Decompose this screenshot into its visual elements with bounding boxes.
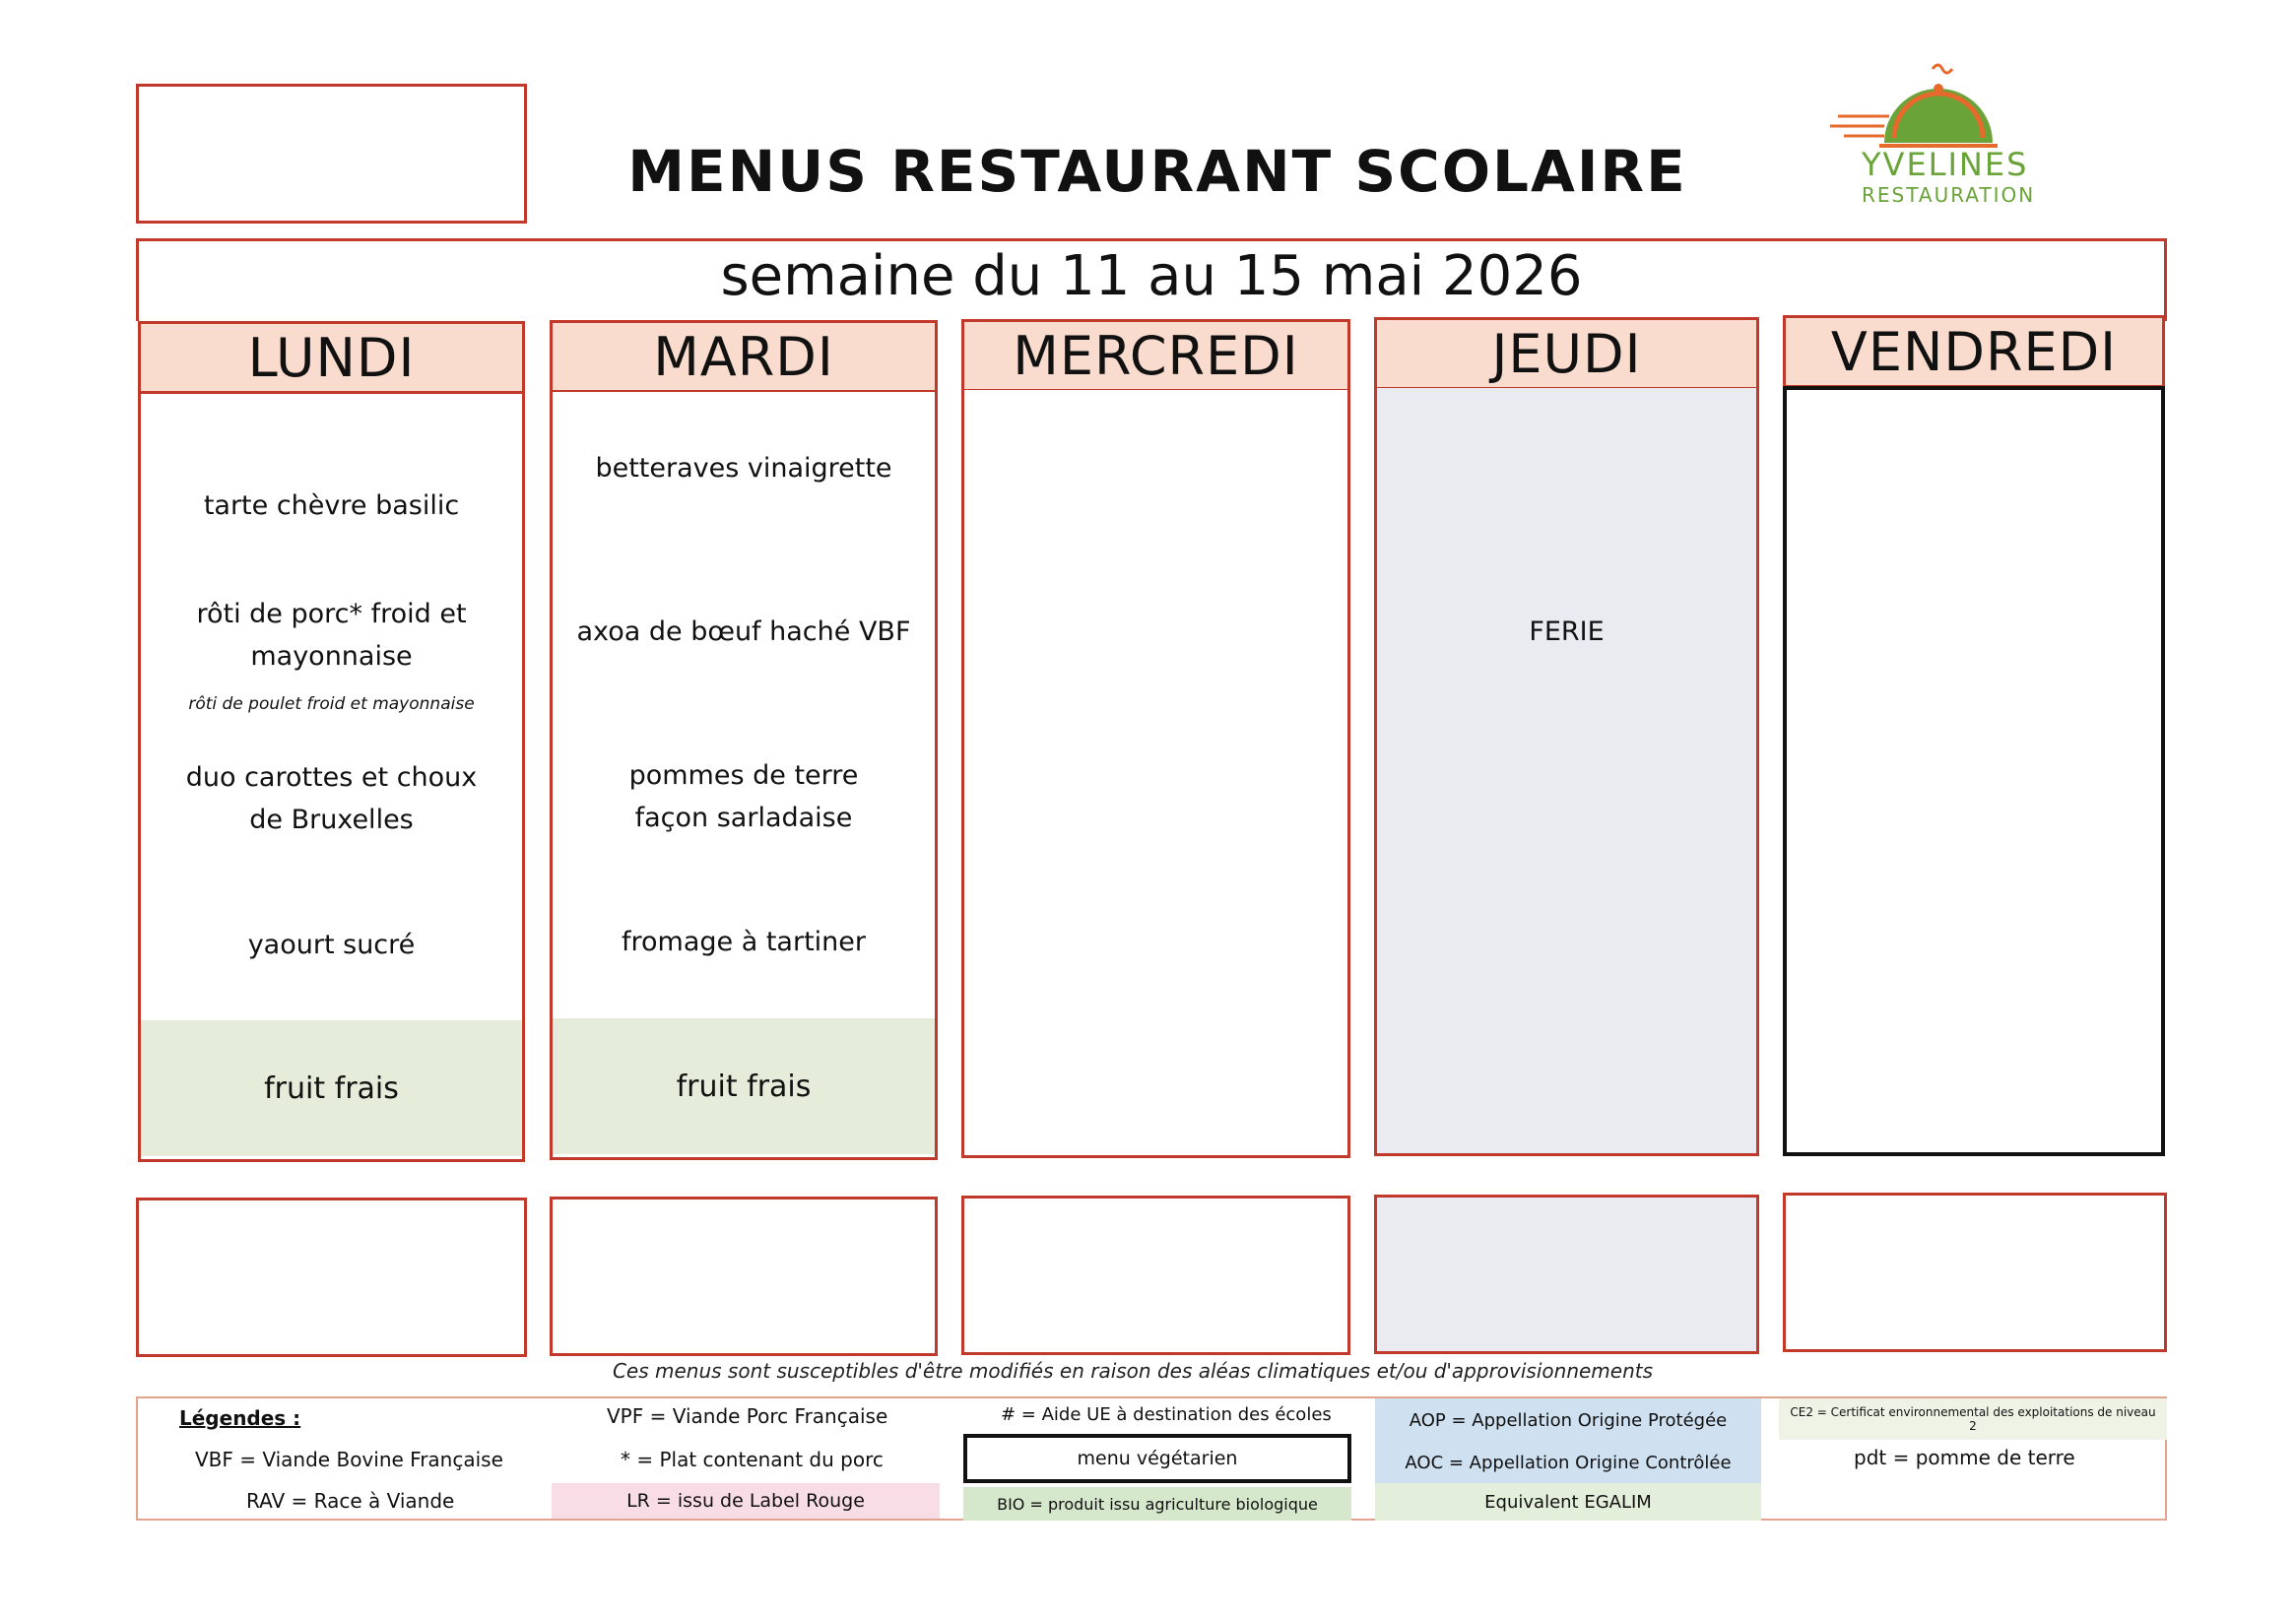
legend-aop <box>1375 1398 1761 1442</box>
day-header-mardi <box>550 320 938 393</box>
legend-lr-text: LR = issu de Label Rouge <box>626 1490 865 1512</box>
legend-egalim-text: Equivalent EGALIM <box>1484 1491 1652 1513</box>
legend-menu-vegetarien <box>963 1434 1351 1483</box>
week-label: semaine du 11 au 15 mai 2026 <box>720 244 1583 308</box>
menu-item: yaourt sucré <box>247 930 416 960</box>
logo-text-restauration: RESTAURATION <box>1862 183 2036 207</box>
day-name: VENDREDI <box>1830 320 2118 383</box>
menu-item: fromage à tartiner <box>622 927 866 957</box>
holiday-label: FERIE <box>1529 616 1605 647</box>
day-name: MERCREDI <box>1013 324 1299 387</box>
menu-item: rôti de porc* froid et mayonnaise <box>196 599 467 672</box>
menu-item: tarte chèvre basilic <box>203 490 460 521</box>
menu-item: pommes de terre façon sarladaise <box>628 760 859 833</box>
top-left-box <box>136 84 527 224</box>
legend-pdt: pdt = pomme de terre <box>1854 1446 2075 1469</box>
bottom-box-mercredi <box>961 1196 1350 1355</box>
legend-vbf: VBF = Viande Bovine Française <box>195 1448 503 1471</box>
day-column-vendredi <box>1783 386 2165 1156</box>
dessert-label: fruit frais <box>264 1070 399 1106</box>
legend-label-rouge <box>552 1483 940 1519</box>
legend-aoc-text: AOC = Appellation Origine Contrôlée <box>1405 1452 1732 1473</box>
dessert-cell <box>141 1020 522 1156</box>
legend-bio-text: BIO = produit issu agriculture biologique <box>997 1494 1318 1514</box>
legend-aop-text: AOP = Appellation Origine Protégée <box>1409 1409 1728 1431</box>
day-column-jeudi <box>1374 388 1759 1156</box>
day-header-mercredi <box>961 319 1350 392</box>
bottom-box-vendredi <box>1783 1193 2167 1352</box>
logo-text-yvelines: YVELINES <box>1862 146 2029 183</box>
day-name: LUNDI <box>247 326 416 389</box>
disclaimer-note: Ces menus sont susceptibles d'être modifiés en raison des aléas climatiques et/ou d'approvisionnements <box>612 1359 1654 1383</box>
legend-aoc <box>1375 1442 1761 1483</box>
dessert-cell <box>553 1018 935 1154</box>
bottom-box-mardi <box>550 1197 938 1356</box>
dessert-label: fruit frais <box>676 1069 812 1104</box>
bottom-box-jeudi <box>1374 1195 1759 1354</box>
legend-ce2 <box>1779 1398 2167 1440</box>
menu-item: betteraves vinaigrette <box>595 453 892 484</box>
legend-box <box>136 1396 2167 1521</box>
day-column-mardi <box>550 392 938 1160</box>
day-name: JEUDI <box>1491 322 1642 385</box>
day-name: MARDI <box>653 325 834 388</box>
legend-ce2-text: CE2 = Certificat environnemental des exploitations de niveau 2 <box>1790 1405 2156 1433</box>
legend-vpf: VPF = Viande Porc Française <box>607 1404 888 1428</box>
legend-vege-text: menu végétarien <box>1077 1448 1238 1469</box>
legend-porc: * = Plat contenant du porc <box>621 1448 884 1471</box>
menu-item: axoa de bœuf haché VBF <box>576 616 911 647</box>
legend-egalim <box>1375 1483 1761 1521</box>
day-header-lundi <box>138 321 525 394</box>
bottom-box-lundi <box>136 1198 527 1357</box>
menu-item: duo carottes et choux de Bruxelles <box>185 762 478 835</box>
legend-title: Légendes : <box>179 1406 301 1430</box>
page-title: MENUS RESTAURANT SCOLAIRE <box>627 138 1687 205</box>
legend-aide-ue: # = Aide UE à destination des écoles <box>1001 1404 1332 1425</box>
menu-item-alternative: rôti de poulet froid et mayonnaise <box>188 694 475 714</box>
day-header-vendredi <box>1783 315 2165 388</box>
day-column-mercredi <box>961 390 1350 1158</box>
legend-rav: RAV = Race à Viande <box>246 1489 455 1513</box>
cloche-icon <box>1830 59 2047 158</box>
day-column-lundi <box>138 394 525 1162</box>
day-header-jeudi <box>1374 317 1759 390</box>
legend-bio <box>963 1487 1351 1521</box>
